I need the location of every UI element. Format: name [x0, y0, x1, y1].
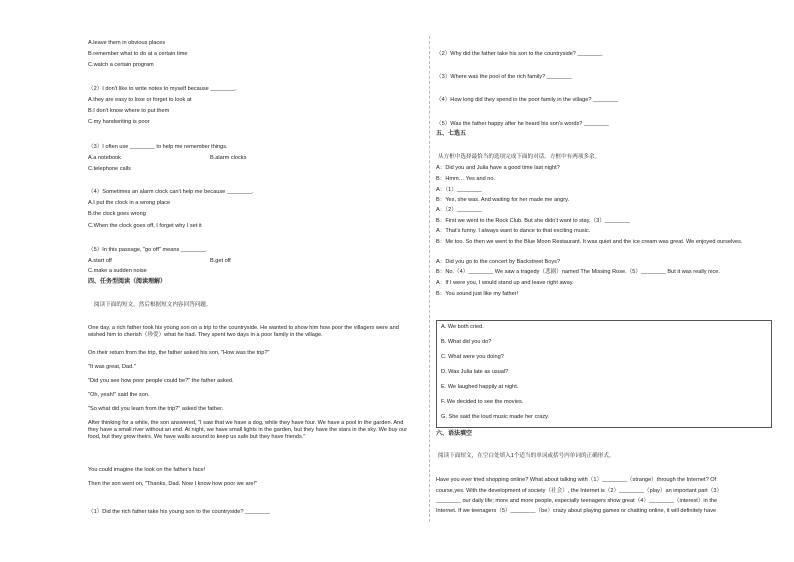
grammar-text-line: Have you ever tried shopping online? What about talking with（1）________（strange）through the Internet? Of: [436, 477, 717, 483]
page-divider: [429, 36, 430, 522]
option-item: B. What did you do?: [441, 339, 492, 345]
q3-option-b: B.alarm clocks: [210, 155, 247, 161]
grammar-text-line: Internet. If we teenagers（5）________（be）crazy about playing games or chatting online, it will definitely have: [436, 508, 717, 514]
dialog-line: B：Yes, she was. And waiting for her made me angry.: [436, 197, 570, 203]
reading-question-4: （4）How long did they spend in the poor family in the village? ________: [436, 97, 618, 103]
option-item: G. She said the loud music made her crazy.: [441, 414, 550, 420]
story-paragraph: "So what did you learn from the trip?" asked the father.: [88, 406, 224, 412]
dialog-line: A：If I were you, I would stand up and leave right away.: [436, 280, 574, 286]
option-item: D. Was Julia late as usual?: [441, 369, 509, 375]
q1-option-a: A.leave them in obvious places: [88, 40, 166, 46]
section-4-instruction: 阅读下面的短文，然后根据短文内容回答问题。: [94, 302, 212, 308]
section-5-title: 五、七选五: [436, 131, 467, 137]
q2-option-a: A.they are easy to lose or forget to look at: [88, 97, 192, 103]
q3-option-c: C.telephone calls: [88, 166, 131, 172]
dialog-line: A：Did you go to the concert by Backstreet Boys?: [436, 259, 561, 265]
q3-option-a: A.a notebook: [88, 155, 121, 161]
q4-stem: （4）Sometimes an alarm clock can't help me because ________.: [88, 189, 254, 195]
q4-option-b: B.the clock goes wrong: [88, 211, 146, 217]
q4-option-c: C.When the clock goes off, I forget why I set it: [88, 223, 202, 229]
story-paragraph: On their return from the trip, the father asked his son, "How was the trip?": [88, 350, 270, 356]
q2-stem: （2）I don't like to write notes to myself because ________.: [88, 86, 237, 92]
story-paragraph: One day, a rich father took his young son on a trip to the countryside. He wanted to show him how poor the villagers were and wished him to cherish（珍爱）what he had. They spent two days in a poor family in the village.: [88, 325, 399, 338]
story-paragraph: After thinking for a while, the son answered, "I saw that we have a dog, while they have four. We have a pool in the garden. And they have a small river without an end. At night, we have small lights in the garden, but they have the stars in the sky. We buy our food, but they grow theirs. We have walls around to keep us safe but they have friends.": [88, 420, 408, 440]
section-6-instruction: 阅读下面短文，在空白处填入1个适当的单词或括号内单词的正确形式。: [438, 453, 615, 459]
story-paragraph: Then the son went on, "Thanks, Dad. Now I know how poor we are!": [88, 481, 258, 487]
reading-question-1: （1）Did the rich father take his young son to the countryside? ________: [88, 509, 270, 515]
right-page: [436, 0, 776, 562]
section-6-title: 六、语法填空: [436, 431, 473, 437]
q5-option-b: B.get off: [210, 258, 231, 264]
left-page: [88, 0, 420, 562]
reading-question-3: （3）Where was the pool of the rich family? ________: [436, 74, 572, 80]
q5-option-c: C.make a sudden noise: [88, 268, 147, 274]
q4-option-a: A.I put the clock in a wrong place: [88, 200, 171, 206]
dialog-line: B：Hmm… Yes and no.: [436, 176, 496, 182]
dialog-line: A：Did you and Julia have a good time last night?: [436, 165, 560, 171]
dialog-line: A：（1）________: [436, 187, 482, 193]
reading-question-2: （2）Why did the father take his son to the countryside? ________: [436, 51, 603, 57]
option-item: A. We both cried.: [441, 324, 484, 330]
section-4-title: 四、任务型阅读（阅读理解）: [88, 279, 167, 285]
q2-option-c: C.my handwriting is poor: [88, 119, 150, 125]
q3-stem: （3）I often use ________ to help me remember things.: [88, 144, 228, 150]
dialog-line: B：Me too. So then we went to the Blue Moon Restaurant. It was quiet and the ice cream was great. We enjoyed ourselves.: [436, 239, 743, 245]
dialog-line: A：That's funny. I always want to dance to that exciting music.: [436, 228, 591, 234]
dialog-line: A：（2）________: [436, 207, 482, 213]
story-paragraph: "Oh, yeah!" said the son.: [88, 392, 150, 398]
options-box: [436, 320, 772, 428]
option-item: E. We laughed happily at night.: [441, 384, 519, 390]
story-paragraph: You could imagine the look on the father's face!: [88, 467, 206, 473]
q5-option-a: A.start off: [88, 258, 112, 264]
q5-stem: （5）In this passage, "go off" means ________.: [88, 247, 208, 253]
q2-option-b: B.I don't know where to put them: [88, 108, 170, 114]
dialog-line: B：You sound just like my father!: [436, 291, 519, 297]
q1-option-c: C.watch a certain program: [88, 62, 154, 68]
q1-option-b: B.remember what to do at a certain time: [88, 51, 188, 57]
grammar-text-line: course,yes. With the development of society（社会）, the Internet is（2）________（play）an important part（3）: [436, 488, 723, 494]
reading-question-5: （5）Was the father happy after he heard his son's words? ________: [436, 121, 609, 127]
dialog-line: B：First we went to the Rock Club. But she didn't want to stay.（3）________: [436, 218, 630, 224]
dialog-line: B：No.（4）________ We saw a tragedy（悲剧）named The Missing Rose.（5）________ But it was really nice.: [436, 269, 720, 275]
section-5-instruction: 从方框中选择最恰当的选项完成下面的对话。方框中有两项多余。: [438, 154, 601, 160]
grammar-text-line: ________ our daily life; more and more people, especially teenagers show great（4）________（interest）in the: [436, 498, 718, 504]
story-paragraph: "It was great, Dad.": [88, 364, 136, 370]
option-item: F. We decided to see the movies.: [441, 399, 524, 405]
story-paragraph: "Did you see how poor people could be?" the father asked.: [88, 378, 234, 384]
option-item: C. What were you doing?: [441, 354, 504, 360]
